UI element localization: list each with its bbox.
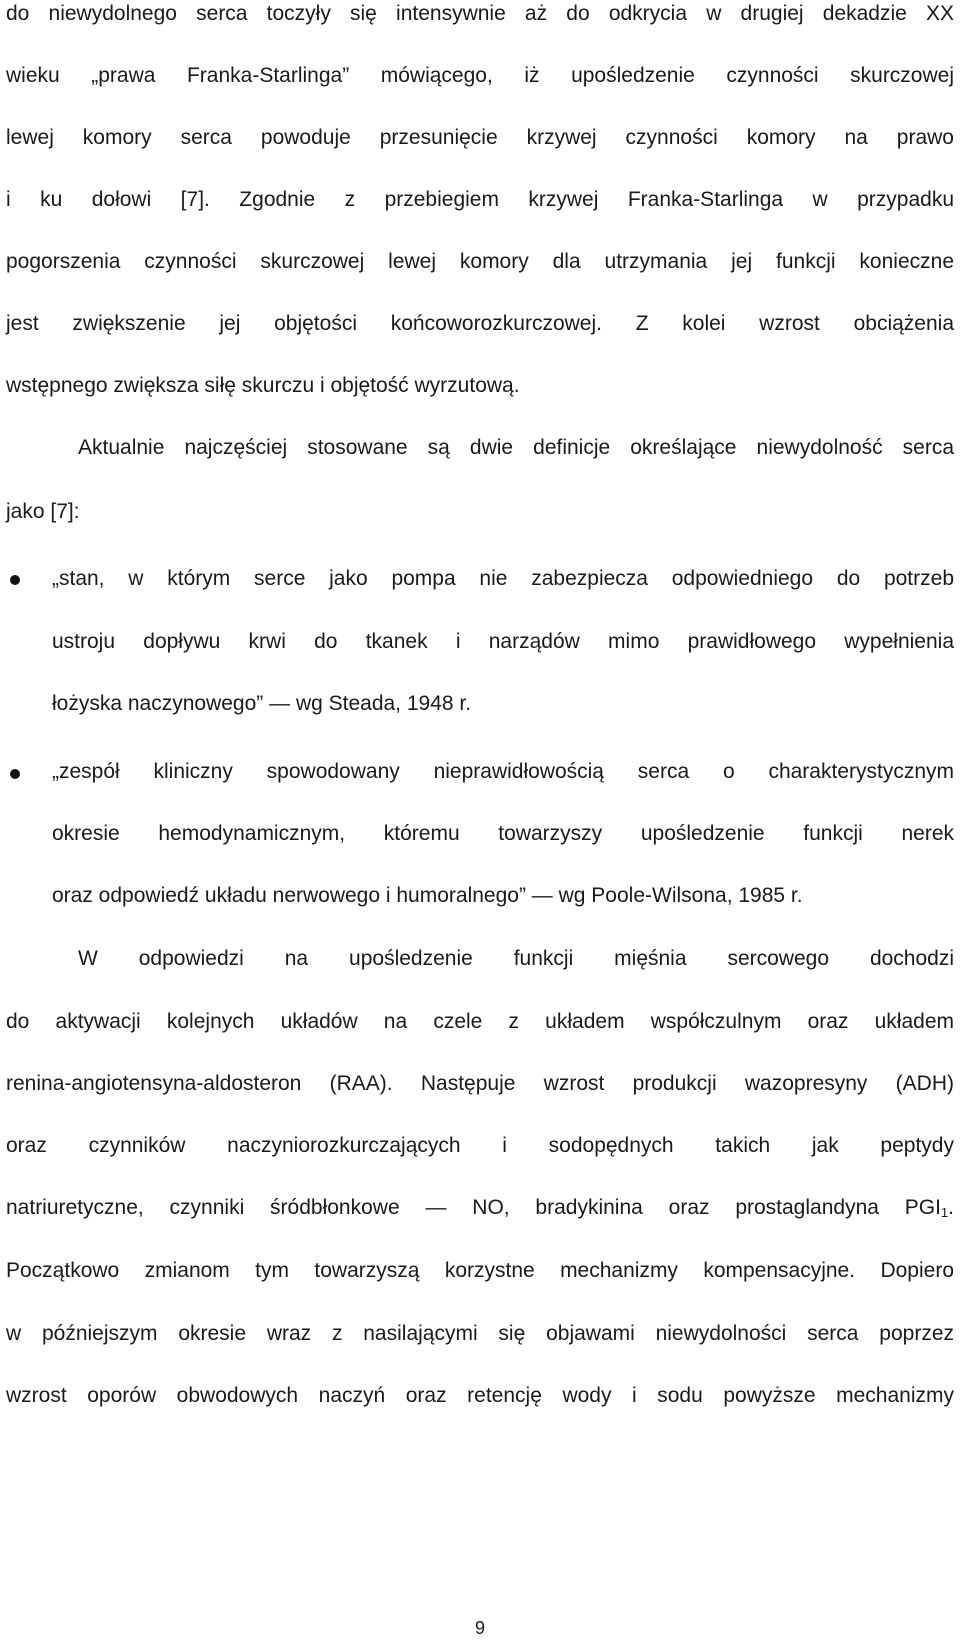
- bullet-1-line-2: ustroju dopływu krwi do tkanek i narządów mimo prawidłowego wypełnienia: [52, 630, 954, 653]
- paragraph-3-line-2: do aktywacji kolejnych układów na czele z układem współczulnym oraz układem: [6, 1010, 954, 1033]
- paragraph-1-line-3: lewej komory serca powoduje przesunięcie krzywej czynności komory na prawo: [6, 126, 954, 149]
- paragraph-3-line-5: [6, 1194, 954, 1222]
- paragraph-1-line-6: jest zwiększenie jej objętości końcoworozkurczowej. Z kolei wzrost obciążenia: [6, 312, 954, 335]
- paragraph-2-line-2: jako [7]:: [6, 500, 80, 523]
- paragraph-2-line-1: Aktualnie najczęściej stosowane są dwie definicje określające niewydolność serca: [78, 436, 954, 459]
- bullet-2-line-1: „zespół kliniczny spowodowany nieprawidłowością serca o charakterystycznym: [52, 760, 954, 783]
- paragraph-1-line-7: wstępnego zwiększa siłę skurczu i objętość wyrzutową.: [6, 374, 520, 397]
- bullet-1-line-3: łożyska naczynowego” ― wg Steada, 1948 r.: [52, 692, 472, 715]
- paragraph-3-line-8: wzrost oporów obwodowych naczyń oraz retencję wody i sodu powyższe mechanizmy: [6, 1384, 954, 1407]
- paragraph-3-line-1: W odpowiedzi na upośledzenie funkcji mięśnia sercowego dochodzi: [78, 947, 954, 970]
- paragraph-1-line-5: pogorszenia czynności skurczowej lewej komory dla utrzymania jej funkcji konieczne: [6, 250, 954, 273]
- bullet-2-line-3: oraz odpowiedź układu nerwowego i humoralnego” ― wg Poole-Wilsona, 1985 r.: [52, 884, 803, 907]
- paragraph-3-line-5-end: .: [948, 1196, 954, 1219]
- paragraph-3-line-4: oraz czynników naczyniorozkurczających i sodopędnych takich jak peptydy: [6, 1134, 954, 1157]
- paragraph-3-line-6: Początkowo zmianom tym towarzyszą korzystne mechanizmy kompensacyjne. Dopiero: [6, 1259, 954, 1282]
- bullet-dot-icon: [10, 769, 20, 779]
- paragraph-1-line-4: i ku dołowi [7]. Zgodnie z przebiegiem krzywej Franka-Starlinga w przypadku: [6, 188, 954, 211]
- subscript-1: 1: [940, 1205, 949, 1220]
- page-number: 9: [474, 1618, 485, 1638]
- paragraph-3-line-3: renina-angiotensyna-aldosteron (RAA). Następuje wzrost produkcji wazopresyny (ADH): [6, 1072, 954, 1095]
- paragraph-3-line-7: w późniejszym okresie wraz z nasilającymi się objawami niewydolności serca poprzez: [6, 1322, 954, 1345]
- paragraph-1-line-1: do niewydolnego serca toczyły się intensywnie aż do odkrycia w drugiej dekadzie XX: [6, 2, 954, 25]
- bullet-2-line-2: okresie hemodynamicznym, któremu towarzyszy upośledzenie funkcji nerek: [52, 822, 954, 845]
- bullet-dot-icon: [10, 575, 20, 585]
- paragraph-1-line-2: wieku „prawa Franka-Starlinga” mówiącego, iż upośledzenie czynności skurczowej: [6, 64, 954, 87]
- bullet-1-line-1: „stan, w którym serce jako pompa nie zabezpiecza odpowiedniego do potrzeb: [52, 567, 954, 590]
- paragraph-3-line-5-text: natriuretyczne, czynniki śródbłonkowe ― NO, bradykinina oraz prostaglandyna PGI: [6, 1196, 941, 1219]
